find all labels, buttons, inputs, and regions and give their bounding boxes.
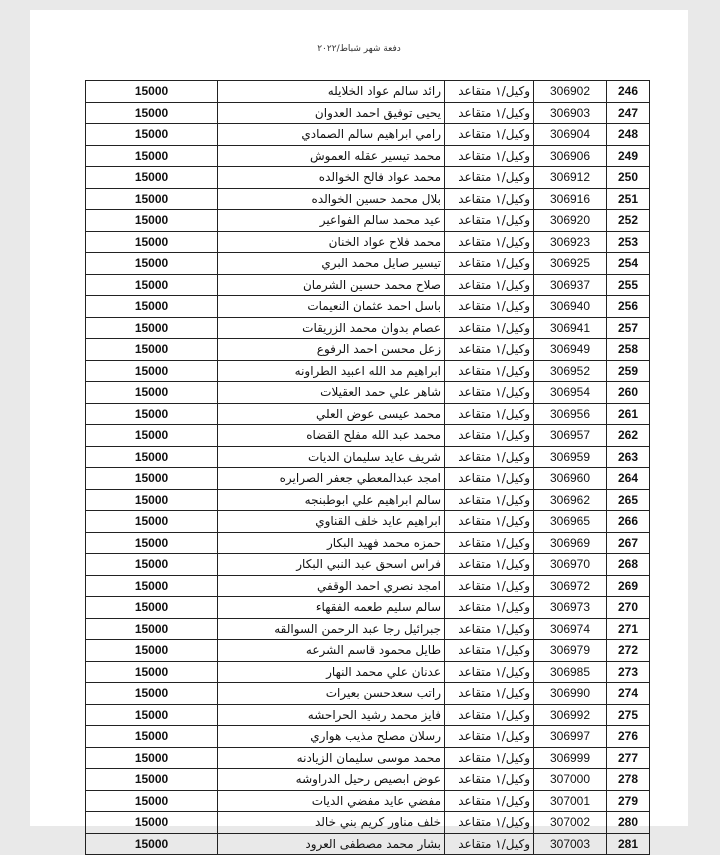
row-number-cell: 306973: [534, 597, 607, 619]
row-amount-cell: 15000: [86, 446, 218, 468]
row-number-cell: 306956: [534, 403, 607, 425]
row-type-cell: وكيل/١ متقاعد: [445, 210, 534, 232]
row-amount-cell: 15000: [86, 769, 218, 791]
row-number-cell: 306969: [534, 532, 607, 554]
row-amount-cell: 15000: [86, 532, 218, 554]
row-amount-cell: 15000: [86, 790, 218, 812]
table-row: [86, 468, 650, 490]
row-name-cell: باسل احمد عثمان النعيمات: [218, 296, 445, 318]
row-number-cell: 306902: [534, 81, 607, 103]
row-sequence-cell: 260: [607, 382, 650, 404]
row-name-cell: ابراهيم مد الله اعبيد الطراونه: [218, 360, 445, 382]
row-sequence-cell: 279: [607, 790, 650, 812]
row-sequence-cell: 264: [607, 468, 650, 490]
row-number-cell: 306940: [534, 296, 607, 318]
row-amount-cell: 15000: [86, 253, 218, 275]
table-row: [86, 446, 650, 468]
row-type-cell: وكيل/١ متقاعد: [445, 468, 534, 490]
row-sequence-cell: 268: [607, 554, 650, 576]
row-name-cell: محمد تيسير عقله العموش: [218, 145, 445, 167]
row-name-cell: بشار محمد مصطفى العرود: [218, 833, 445, 855]
row-number-cell: 306990: [534, 683, 607, 705]
row-sequence-cell: 257: [607, 317, 650, 339]
row-type-cell: وكيل/١ متقاعد: [445, 317, 534, 339]
row-amount-cell: 15000: [86, 704, 218, 726]
row-sequence-cell: 280: [607, 812, 650, 834]
row-type-cell: وكيل/١ متقاعد: [445, 812, 534, 834]
table-row: [86, 231, 650, 253]
row-type-cell: وكيل/١ متقاعد: [445, 532, 534, 554]
row-amount-cell: 15000: [86, 468, 218, 490]
row-type-cell: وكيل/١ متقاعد: [445, 704, 534, 726]
row-number-cell: 306912: [534, 167, 607, 189]
row-amount-cell: 15000: [86, 210, 218, 232]
row-number-cell: 306960: [534, 468, 607, 490]
table-row: [86, 210, 650, 232]
row-sequence-cell: 248: [607, 124, 650, 146]
row-name-cell: تيسير صايل محمد البري: [218, 253, 445, 275]
row-name-cell: فراس اسحق عبد النبي البكار: [218, 554, 445, 576]
row-name-cell: عدنان علي محمد النهار: [218, 661, 445, 683]
row-type-cell: وكيل/١ متقاعد: [445, 145, 534, 167]
table-row: [86, 317, 650, 339]
row-type-cell: وكيل/١ متقاعد: [445, 489, 534, 511]
row-type-cell: وكيل/١ متقاعد: [445, 597, 534, 619]
row-type-cell: وكيل/١ متقاعد: [445, 382, 534, 404]
row-number-cell: 306954: [534, 382, 607, 404]
row-amount-cell: 15000: [86, 726, 218, 748]
row-number-cell: 306923: [534, 231, 607, 253]
row-sequence-cell: 267: [607, 532, 650, 554]
row-amount-cell: 15000: [86, 382, 218, 404]
row-sequence-cell: 272: [607, 640, 650, 662]
row-type-cell: وكيل/١ متقاعد: [445, 833, 534, 855]
row-name-cell: خلف مناور كريم بني خالد: [218, 812, 445, 834]
row-name-cell: عوض ابصيص رحيل الدراوشه: [218, 769, 445, 791]
row-name-cell: عصام بدوان محمد الزريقات: [218, 317, 445, 339]
row-name-cell: زعل محسن احمد الرفوع: [218, 339, 445, 361]
table-row: [86, 726, 650, 748]
row-sequence-cell: 266: [607, 511, 650, 533]
row-sequence-cell: 253: [607, 231, 650, 253]
row-name-cell: رائد سالم عواد الخلايله: [218, 81, 445, 103]
payment-table-body: [86, 81, 650, 855]
document-page: [30, 10, 688, 851]
row-type-cell: وكيل/١ متقاعد: [445, 360, 534, 382]
row-type-cell: وكيل/١ متقاعد: [445, 102, 534, 124]
row-number-cell: 306925: [534, 253, 607, 275]
row-number-cell: 306941: [534, 317, 607, 339]
table-row: [86, 274, 650, 296]
row-number-cell: 306916: [534, 188, 607, 210]
row-amount-cell: 15000: [86, 425, 218, 447]
row-number-cell: 306965: [534, 511, 607, 533]
row-name-cell: محمد عبد الله مفلح القضاه: [218, 425, 445, 447]
table-row: [86, 554, 650, 576]
row-name-cell: سالم سليم طعمه الفقهاء: [218, 597, 445, 619]
row-sequence-cell: 265: [607, 489, 650, 511]
row-type-cell: وكيل/١ متقاعد: [445, 554, 534, 576]
row-sequence-cell: 269: [607, 575, 650, 597]
row-type-cell: وكيل/١ متقاعد: [445, 167, 534, 189]
row-amount-cell: 15000: [86, 188, 218, 210]
row-sequence-cell: 259: [607, 360, 650, 382]
table-row: [86, 833, 650, 855]
row-number-cell: 307001: [534, 790, 607, 812]
table-row: [86, 747, 650, 769]
row-number-cell: 306959: [534, 446, 607, 468]
row-amount-cell: 15000: [86, 339, 218, 361]
row-amount-cell: 15000: [86, 661, 218, 683]
row-sequence-cell: 256: [607, 296, 650, 318]
row-sequence-cell: 275: [607, 704, 650, 726]
row-amount-cell: 15000: [86, 167, 218, 189]
row-sequence-cell: 258: [607, 339, 650, 361]
table-row: [86, 102, 650, 124]
table-row: [86, 640, 650, 662]
row-sequence-cell: 247: [607, 102, 650, 124]
row-name-cell: ابراهيم عايد خلف القناوي: [218, 511, 445, 533]
table-row: [86, 618, 650, 640]
row-sequence-cell: 278: [607, 769, 650, 791]
row-name-cell: امجد عبدالمعطي جعفر الصرايره: [218, 468, 445, 490]
row-number-cell: 307003: [534, 833, 607, 855]
row-name-cell: مفضي عايد مفضي الديات: [218, 790, 445, 812]
row-type-cell: وكيل/١ متقاعد: [445, 726, 534, 748]
table-row: [86, 597, 650, 619]
row-type-cell: وكيل/١ متقاعد: [445, 747, 534, 769]
row-number-cell: 306904: [534, 124, 607, 146]
row-number-cell: 306985: [534, 661, 607, 683]
row-amount-cell: 15000: [86, 145, 218, 167]
row-type-cell: وكيل/١ متقاعد: [445, 618, 534, 640]
row-number-cell: 306974: [534, 618, 607, 640]
row-type-cell: وكيل/١ متقاعد: [445, 661, 534, 683]
row-type-cell: وكيل/١ متقاعد: [445, 253, 534, 275]
row-type-cell: وكيل/١ متقاعد: [445, 124, 534, 146]
row-type-cell: وكيل/١ متقاعد: [445, 81, 534, 103]
row-name-cell: سالم ابراهيم علي ابوطبنجه: [218, 489, 445, 511]
row-type-cell: وكيل/١ متقاعد: [445, 640, 534, 662]
table-row: [86, 360, 650, 382]
table-row: [86, 403, 650, 425]
row-type-cell: وكيل/١ متقاعد: [445, 403, 534, 425]
row-sequence-cell: 249: [607, 145, 650, 167]
table-row: [86, 296, 650, 318]
row-name-cell: فايز محمد رشيد الحراحشه: [218, 704, 445, 726]
row-number-cell: 306997: [534, 726, 607, 748]
row-name-cell: صلاح محمد حسين الشرمان: [218, 274, 445, 296]
row-number-cell: 306903: [534, 102, 607, 124]
row-type-cell: وكيل/١ متقاعد: [445, 296, 534, 318]
row-number-cell: 306937: [534, 274, 607, 296]
row-name-cell: بلال محمد حسين الخوالده: [218, 188, 445, 210]
row-type-cell: وكيل/١ متقاعد: [445, 425, 534, 447]
row-sequence-cell: 273: [607, 661, 650, 683]
row-amount-cell: 15000: [86, 747, 218, 769]
row-sequence-cell: 271: [607, 618, 650, 640]
table-row: [86, 575, 650, 597]
row-name-cell: جبرائيل رجا عبد الرحمن السوالقه: [218, 618, 445, 640]
row-name-cell: يحيى توفيق احمد العدوان: [218, 102, 445, 124]
payment-table: [85, 80, 650, 855]
table-row: [86, 145, 650, 167]
row-amount-cell: 15000: [86, 231, 218, 253]
row-number-cell: 306972: [534, 575, 607, 597]
row-name-cell: عيد محمد سالم الفواعير: [218, 210, 445, 232]
table-row: [86, 812, 650, 834]
row-name-cell: محمد فلاح عواد الخنان: [218, 231, 445, 253]
row-number-cell: 307002: [534, 812, 607, 834]
row-name-cell: محمد عيسى عوض العلي: [218, 403, 445, 425]
row-sequence-cell: 250: [607, 167, 650, 189]
row-sequence-cell: 281: [607, 833, 650, 855]
row-number-cell: 307000: [534, 769, 607, 791]
row-amount-cell: 15000: [86, 597, 218, 619]
table-row: [86, 188, 650, 210]
row-number-cell: 306979: [534, 640, 607, 662]
row-type-cell: وكيل/١ متقاعد: [445, 188, 534, 210]
row-name-cell: محمد موسى سليمان الزيادنه: [218, 747, 445, 769]
row-name-cell: امجد نصري احمد الوقفي: [218, 575, 445, 597]
row-type-cell: وكيل/١ متقاعد: [445, 790, 534, 812]
table-row: [86, 425, 650, 447]
row-amount-cell: 15000: [86, 511, 218, 533]
table-row: [86, 661, 650, 683]
table-row: [86, 489, 650, 511]
row-number-cell: 306992: [534, 704, 607, 726]
row-number-cell: 306920: [534, 210, 607, 232]
row-amount-cell: 15000: [86, 124, 218, 146]
row-name-cell: محمد عواد فالح الخوالده: [218, 167, 445, 189]
row-type-cell: وكيل/١ متقاعد: [445, 769, 534, 791]
row-number-cell: 306962: [534, 489, 607, 511]
row-amount-cell: 15000: [86, 81, 218, 103]
row-name-cell: رامي ابراهيم سالم الصمادي: [218, 124, 445, 146]
row-type-cell: وكيل/١ متقاعد: [445, 683, 534, 705]
row-number-cell: 306970: [534, 554, 607, 576]
row-amount-cell: 15000: [86, 554, 218, 576]
row-amount-cell: 15000: [86, 317, 218, 339]
row-amount-cell: 15000: [86, 575, 218, 597]
row-name-cell: حمزه محمد فهيد البكار: [218, 532, 445, 554]
row-sequence-cell: 252: [607, 210, 650, 232]
row-sequence-cell: 262: [607, 425, 650, 447]
row-amount-cell: 15000: [86, 683, 218, 705]
row-name-cell: طايل محمود قاسم الشرعه: [218, 640, 445, 662]
row-number-cell: 306949: [534, 339, 607, 361]
row-amount-cell: 15000: [86, 833, 218, 855]
table-row: [86, 167, 650, 189]
row-amount-cell: 15000: [86, 403, 218, 425]
table-row: [86, 769, 650, 791]
row-name-cell: راتب سعدحسن بعيرات: [218, 683, 445, 705]
row-amount-cell: 15000: [86, 618, 218, 640]
row-amount-cell: 15000: [86, 489, 218, 511]
table-row: [86, 790, 650, 812]
row-amount-cell: 15000: [86, 640, 218, 662]
row-name-cell: شريف عايد سليمان الديات: [218, 446, 445, 468]
table-row: [86, 382, 650, 404]
table-row: [86, 683, 650, 705]
table-row: [86, 704, 650, 726]
row-sequence-cell: 276: [607, 726, 650, 748]
row-type-cell: وكيل/١ متقاعد: [445, 339, 534, 361]
row-amount-cell: 15000: [86, 102, 218, 124]
row-number-cell: 306999: [534, 747, 607, 769]
row-sequence-cell: 274: [607, 683, 650, 705]
row-type-cell: وكيل/١ متقاعد: [445, 446, 534, 468]
row-amount-cell: 15000: [86, 274, 218, 296]
table-row: [86, 124, 650, 146]
row-amount-cell: 15000: [86, 360, 218, 382]
row-sequence-cell: 263: [607, 446, 650, 468]
row-sequence-cell: 246: [607, 81, 650, 103]
row-number-cell: 306957: [534, 425, 607, 447]
row-amount-cell: 15000: [86, 812, 218, 834]
row-sequence-cell: 251: [607, 188, 650, 210]
document-title: دفعة شهر شباط/٢٠٢٢: [317, 44, 401, 54]
row-sequence-cell: 277: [607, 747, 650, 769]
table-row: [86, 339, 650, 361]
row-type-cell: وكيل/١ متقاعد: [445, 231, 534, 253]
table-row: [86, 532, 650, 554]
row-name-cell: شاهر علي حمد العقيلات: [218, 382, 445, 404]
table-row: [86, 253, 650, 275]
row-sequence-cell: 261: [607, 403, 650, 425]
row-type-cell: وكيل/١ متقاعد: [445, 274, 534, 296]
row-number-cell: 306952: [534, 360, 607, 382]
table-row: [86, 81, 650, 103]
row-amount-cell: 15000: [86, 296, 218, 318]
row-type-cell: وكيل/١ متقاعد: [445, 575, 534, 597]
row-sequence-cell: 254: [607, 253, 650, 275]
row-sequence-cell: 255: [607, 274, 650, 296]
row-number-cell: 306906: [534, 145, 607, 167]
table-row: [86, 511, 650, 533]
row-name-cell: رسلان مصلح مذيب هواري: [218, 726, 445, 748]
row-type-cell: وكيل/١ متقاعد: [445, 511, 534, 533]
row-sequence-cell: 270: [607, 597, 650, 619]
